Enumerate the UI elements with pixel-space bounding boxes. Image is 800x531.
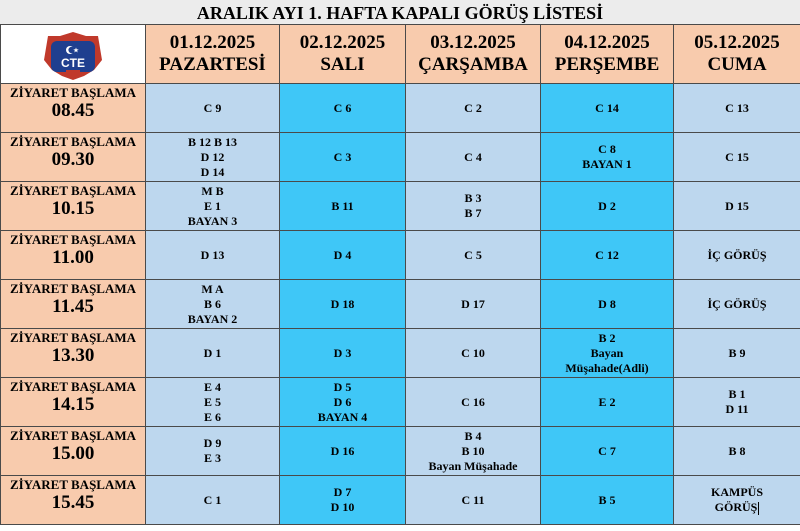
schedule-row: [1, 133, 800, 182]
ward-entry: C 5: [464, 247, 482, 262]
visit-time-cell: [1, 231, 146, 280]
ward-entry: B 1: [728, 387, 746, 401]
schedule-cell: [406, 329, 541, 378]
ward-entry: D 10: [330, 500, 355, 514]
ward-entry: D 3: [333, 345, 352, 360]
schedule-cell: [280, 182, 406, 231]
visit-start-label: ZİYARET BAŞLAMA: [9, 428, 137, 443]
day-header-thursday: [541, 25, 674, 84]
schedule-cell: [406, 182, 541, 231]
visit-start-label: ZİYARET BAŞLAMA: [9, 232, 137, 247]
ward-entry: D 14: [200, 164, 225, 179]
visit-time-cell: [1, 133, 146, 182]
day-header-friday: [674, 25, 800, 84]
ward-entry: E 6: [203, 409, 221, 424]
schedule-cell: [146, 182, 280, 231]
visit-time-cell: [1, 378, 146, 427]
ward-entry: Bayan Müşahade: [428, 458, 518, 473]
ward-entry: D 2: [598, 198, 616, 213]
visit-time: 13.30: [51, 345, 95, 366]
ward-entry: C 2: [464, 100, 482, 115]
ward-entry: Bayan: [590, 345, 624, 360]
schedule-cell: [146, 476, 280, 525]
ward-entry: C 9: [203, 100, 222, 115]
ward-entry: M B: [201, 183, 224, 198]
schedule-cell: [280, 231, 406, 280]
ward-entry: B 11: [331, 198, 354, 213]
logo-text: CTE: [61, 56, 85, 70]
ward-entry: D 16: [330, 443, 355, 458]
ward-entry: D 15: [725, 198, 749, 213]
day-header-monday: [146, 25, 280, 84]
ward-entry: D 9: [203, 436, 222, 450]
schedule-cell: [674, 329, 800, 378]
schedule-cell: [280, 476, 406, 525]
text-cursor: [758, 502, 759, 515]
ward-entry: BAYAN 4: [317, 409, 368, 424]
schedule-cell: [406, 378, 541, 427]
visit-time-cell: [1, 329, 146, 378]
ward-entry: BAYAN 2: [187, 311, 238, 326]
schedule-cell: [406, 231, 541, 280]
cte-emblem-icon: [42, 30, 104, 82]
ward-entry: D 13: [200, 247, 225, 262]
ward-entry: D 8: [598, 296, 616, 311]
schedule-cell: [280, 427, 406, 476]
ward-entry: C 3: [333, 149, 352, 164]
ward-entry: C 13: [725, 100, 749, 115]
schedule-cell: [674, 476, 800, 525]
day-date: 01.12.2025: [169, 32, 256, 53]
visit-start-label: ZİYARET BAŞLAMA: [9, 85, 137, 100]
day-date: 04.12.2025: [564, 32, 650, 53]
schedule-row: [1, 182, 800, 231]
schedule-cell: [541, 182, 674, 231]
ward-entry: D 5: [333, 379, 352, 394]
ward-entry: D 18: [330, 296, 355, 311]
schedule-cell: [406, 476, 541, 525]
visit-schedule-table: [0, 24, 800, 525]
day-name: PERŞEMBE: [554, 54, 660, 75]
ward-entry: B 5: [598, 492, 616, 507]
ward-entry: B 9: [728, 345, 746, 360]
schedule-row: [1, 427, 800, 476]
schedule-cell: [674, 427, 800, 476]
ward-entry: BAYAN 3: [187, 213, 238, 228]
schedule-cell: [280, 329, 406, 378]
visit-time: 08.45: [51, 100, 95, 121]
day-date: 05.12.2025: [694, 32, 780, 53]
day-name: ÇARŞAMBA: [418, 54, 528, 75]
schedule-cell: [146, 133, 280, 182]
day-date: 03.12.2025: [430, 32, 516, 53]
schedule-row: [1, 231, 800, 280]
ward-entry: KAMPÜS: [711, 485, 763, 499]
visit-time: 14.15: [51, 394, 95, 415]
ward-entry: D 17: [461, 296, 485, 311]
ward-entry: B 4: [464, 428, 482, 443]
schedule-cell: [541, 378, 674, 427]
ward-entry: İÇ GÖRÜŞ: [707, 296, 767, 311]
ward-entry: E 2: [598, 394, 616, 409]
day-date: 02.12.2025: [299, 32, 386, 53]
visit-time: 15.00: [51, 443, 95, 464]
visit-time-cell: [1, 84, 146, 133]
ward-entry: B 2: [598, 330, 616, 345]
visit-time-cell: [1, 427, 146, 476]
visit-time: 09.30: [51, 149, 95, 170]
schedule-cell: [674, 84, 800, 133]
schedule-cell: [280, 84, 406, 133]
ward-entry: C 1: [203, 492, 222, 507]
visit-start-label: ZİYARET BAŞLAMA: [9, 281, 137, 296]
schedule-cell: [280, 280, 406, 329]
schedule-cell: [541, 84, 674, 133]
schedule-row: [1, 329, 800, 378]
ward-entry: D 11: [725, 402, 749, 416]
schedule-row: [1, 280, 800, 329]
schedule-cell: [541, 280, 674, 329]
ward-entry: C 6: [333, 100, 352, 115]
schedule-cell: [406, 280, 541, 329]
schedule-cell: [674, 280, 800, 329]
schedule-cell: [674, 182, 800, 231]
ward-entry: D 12: [200, 149, 225, 164]
schedule-cell: [541, 133, 674, 182]
schedule-cell: [406, 427, 541, 476]
visit-time: 11.00: [52, 247, 94, 268]
schedule-cell: [674, 378, 800, 427]
ward-entry: C 7: [598, 443, 616, 458]
day-name: CUMA: [707, 54, 767, 75]
schedule-row: [1, 476, 800, 525]
visit-start-label: ZİYARET BAŞLAMA: [9, 330, 137, 345]
ward-entry: B 12 B 13: [187, 134, 237, 149]
ward-entry: D 4: [333, 247, 352, 262]
schedule-cell: [541, 476, 674, 525]
ward-entry: E 4: [203, 379, 221, 394]
ward-entry: B 3: [464, 191, 482, 205]
visit-start-label: ZİYARET BAŞLAMA: [9, 134, 137, 149]
schedule-cell: [146, 280, 280, 329]
ward-entry: B 7: [464, 206, 482, 220]
logo-cell: [1, 25, 146, 84]
ward-entry: D 7: [333, 485, 352, 499]
schedule-cell: [406, 133, 541, 182]
schedule-cell: [280, 133, 406, 182]
visit-time-cell: [1, 476, 146, 525]
ward-entry: C 10: [461, 345, 485, 360]
ward-entry: B 10: [461, 443, 485, 458]
schedule-cell: [541, 329, 674, 378]
schedule-cell: [146, 378, 280, 427]
ward-entry: B 8: [728, 443, 746, 458]
ward-entry: C 8: [598, 142, 616, 156]
ward-entry: C 12: [595, 247, 619, 262]
ward-entry: C 4: [464, 149, 482, 164]
schedule-cell: [146, 427, 280, 476]
ward-entry: C 16: [461, 394, 485, 409]
ward-entry: BAYAN 1: [582, 157, 632, 171]
schedule-row: [1, 378, 800, 427]
visit-time: 10.15: [51, 198, 95, 219]
ward-entry: C 11: [461, 492, 485, 507]
page-title: ARALIK AYI 1. HAFTA KAPALI GÖRÜŞ LİSTESİ: [0, 0, 800, 25]
ward-entry: E 3: [203, 451, 221, 465]
ward-entry: E 1: [203, 198, 221, 213]
ward-entry: İÇ GÖRÜŞ: [707, 247, 767, 262]
ward-entry: Müşahade(Adli): [565, 360, 649, 375]
visit-time-cell: [1, 182, 146, 231]
visit-time: 15.45: [51, 492, 95, 513]
schedule-cell: [541, 427, 674, 476]
ward-entry: D 6: [333, 394, 352, 409]
visit-start-label: ZİYARET BAŞLAMA: [9, 379, 137, 394]
schedule-cell: [280, 378, 406, 427]
ward-entry: D 1: [203, 345, 222, 360]
day-name: SALI: [320, 54, 365, 75]
schedule-cell: [146, 84, 280, 133]
ward-entry: E 5: [203, 394, 221, 409]
header-row: [1, 25, 800, 84]
schedule-body: [1, 84, 800, 525]
ward-entry: C 14: [595, 100, 619, 115]
visit-time-cell: [1, 280, 146, 329]
day-header-tuesday: [280, 25, 406, 84]
schedule-cell: [146, 231, 280, 280]
visit-time: 11.45: [52, 296, 94, 317]
schedule-cell: [674, 231, 800, 280]
ward-entry: B 6: [203, 296, 221, 311]
schedule-cell: [406, 84, 541, 133]
day-header-wednesday: [406, 25, 541, 84]
schedule-cell: [541, 231, 674, 280]
visit-start-label: ZİYARET BAŞLAMA: [9, 183, 137, 198]
ward-entry: C 15: [725, 149, 749, 164]
ward-entry: GÖRÜŞ: [714, 500, 758, 514]
schedule-cell: [146, 329, 280, 378]
schedule-cell: [674, 133, 800, 182]
day-name: PAZARTESİ: [159, 54, 266, 75]
visit-start-label: ZİYARET BAŞLAMA: [9, 477, 137, 492]
schedule-row: [1, 84, 800, 133]
ward-entry: M A: [201, 281, 224, 296]
